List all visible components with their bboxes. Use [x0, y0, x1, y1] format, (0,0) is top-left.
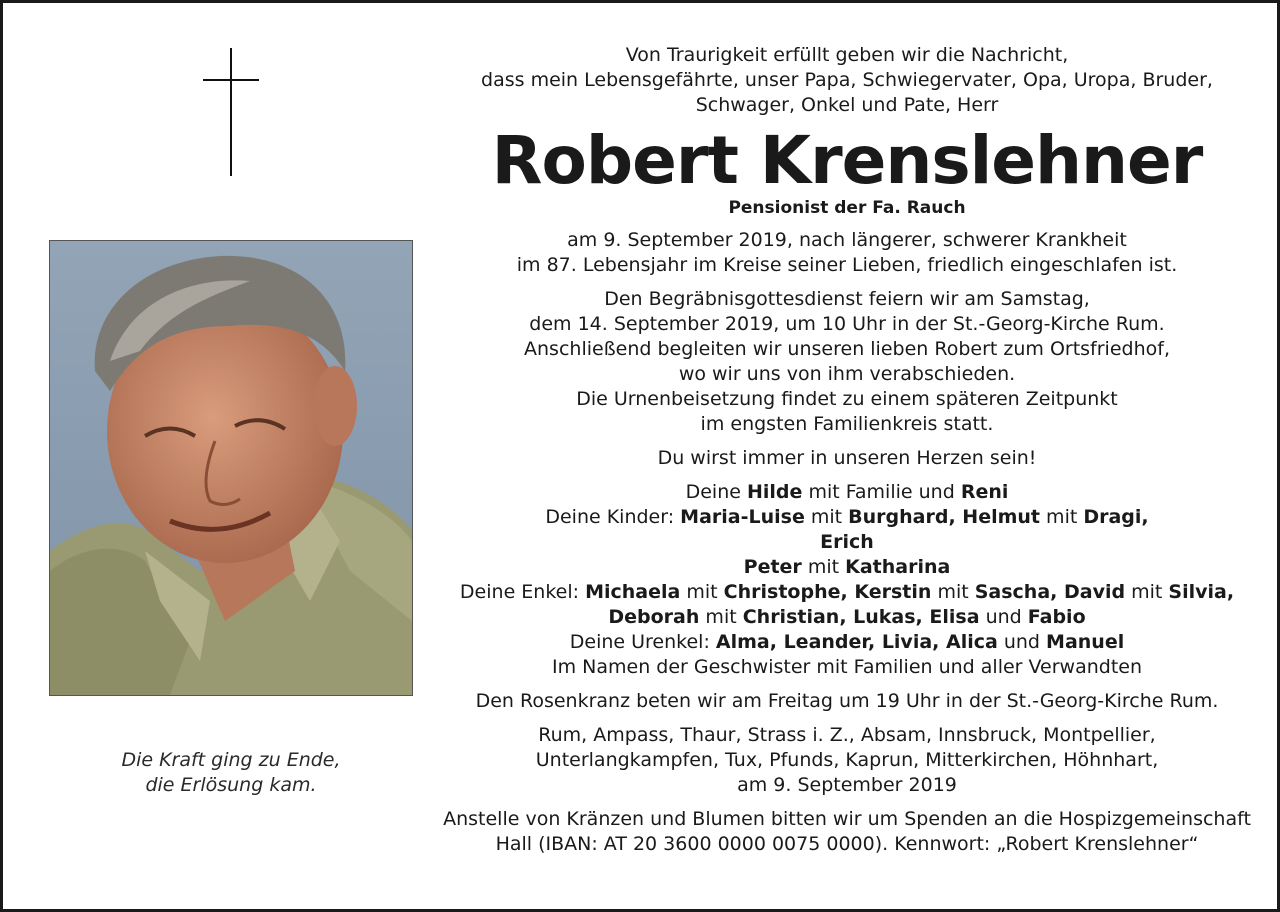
- rosary-notice: Den Rosenkranz beten wir am Freitag um 19 Uhr in der St.-Georg-Kirche Rum.: [475, 690, 1219, 712]
- service-line: dem 14. September 2019, um 10 Uhr in der St.-Georg-Kirche Rum.: [529, 313, 1165, 335]
- portrait-photo: [49, 240, 413, 696]
- portrait-illustration: [50, 241, 412, 695]
- service-line: wo wir uns von ihm verabschieden.: [678, 363, 1016, 385]
- family-line: Deborah mit Christian, Lukas, Elisa und Fabio: [608, 606, 1086, 628]
- service-line: Die Urnenbeisetzung findet zu einem späteren Zeitpunkt: [576, 388, 1118, 410]
- quote-line: Die Kraft ging zu Ende,: [121, 749, 341, 771]
- intro-line: dass mein Lebensgefährte, unser Papa, Schwiegervater, Opa, Uropa, Bruder,: [481, 69, 1213, 91]
- service-line: Anschließend begleiten wir unseren lieben Robert zum Ortsfriedhof,: [524, 338, 1170, 360]
- heart-line: Du wirst immer in unseren Herzen sein!: [657, 447, 1037, 469]
- family-line: Peter mit Katharina: [743, 556, 951, 578]
- family-line: Deine Hilde mit Familie und Reni: [685, 481, 1009, 503]
- obituary-text: [443, 43, 1251, 857]
- family-line: Deine Kinder: Maria-Luise mit Burghard, Helmut mit Dragi,: [545, 506, 1149, 528]
- family-line: Deine Enkel: Michaela mit Christophe, Kerstin mit Sascha, David mit Silvia,: [459, 581, 1235, 603]
- death-notice: [443, 228, 1251, 278]
- death-line: am 9. September 2019, nach längerer, schwerer Krankheit: [567, 229, 1127, 251]
- memorial-quote: [49, 748, 413, 798]
- donation-line: Anstelle von Kränzen und Blumen bitten wir um Spenden an die Hospizgemeinschaft: [443, 808, 1251, 830]
- places-line: Rum, Ampass, Thaur, Strass i. Z., Absam, Innsbruck, Montpellier,: [538, 724, 1156, 746]
- service-line: Den Begräbnisgottesdienst feiern wir am Samstag,: [604, 288, 1090, 310]
- service-line: im engsten Familienkreis statt.: [700, 413, 994, 435]
- deceased-name: Robert Krenslehner: [491, 122, 1203, 199]
- places-line: am 9. September 2019: [737, 774, 957, 796]
- service-details: [443, 287, 1251, 437]
- cross-icon: [203, 48, 259, 176]
- quote-line: die Erlösung kam.: [145, 774, 317, 796]
- intro-line: Von Traurigkeit erfüllt geben wir die Nachricht,: [625, 44, 1069, 66]
- occupation: Pensionist der Fa. Rauch: [728, 198, 966, 218]
- family-line: Deine Urenkel: Alma, Leander, Livia, Alica und Manuel: [569, 631, 1125, 653]
- family-line: Erich: [820, 531, 874, 553]
- family-line: Im Namen der Geschwister mit Familien und aller Verwandten: [551, 656, 1143, 678]
- intro-line: Schwager, Onkel und Pate, Herr: [695, 94, 999, 116]
- intro-text: [443, 43, 1251, 118]
- donation-line: Hall (IBAN: AT 20 3600 0000 0075 0000). Kennwort: „Robert Krenslehner“: [495, 833, 1199, 855]
- places-and-date: [443, 723, 1251, 798]
- mourners-list: [443, 480, 1251, 680]
- donation-notice: [443, 807, 1251, 857]
- death-line: im 87. Lebensjahr im Kreise seiner Lieben, friedlich eingeschlafen ist.: [516, 254, 1178, 276]
- places-line: Unterlangkampfen, Tux, Pfunds, Kaprun, Mitterkirchen, Höhnhart,: [535, 749, 1159, 771]
